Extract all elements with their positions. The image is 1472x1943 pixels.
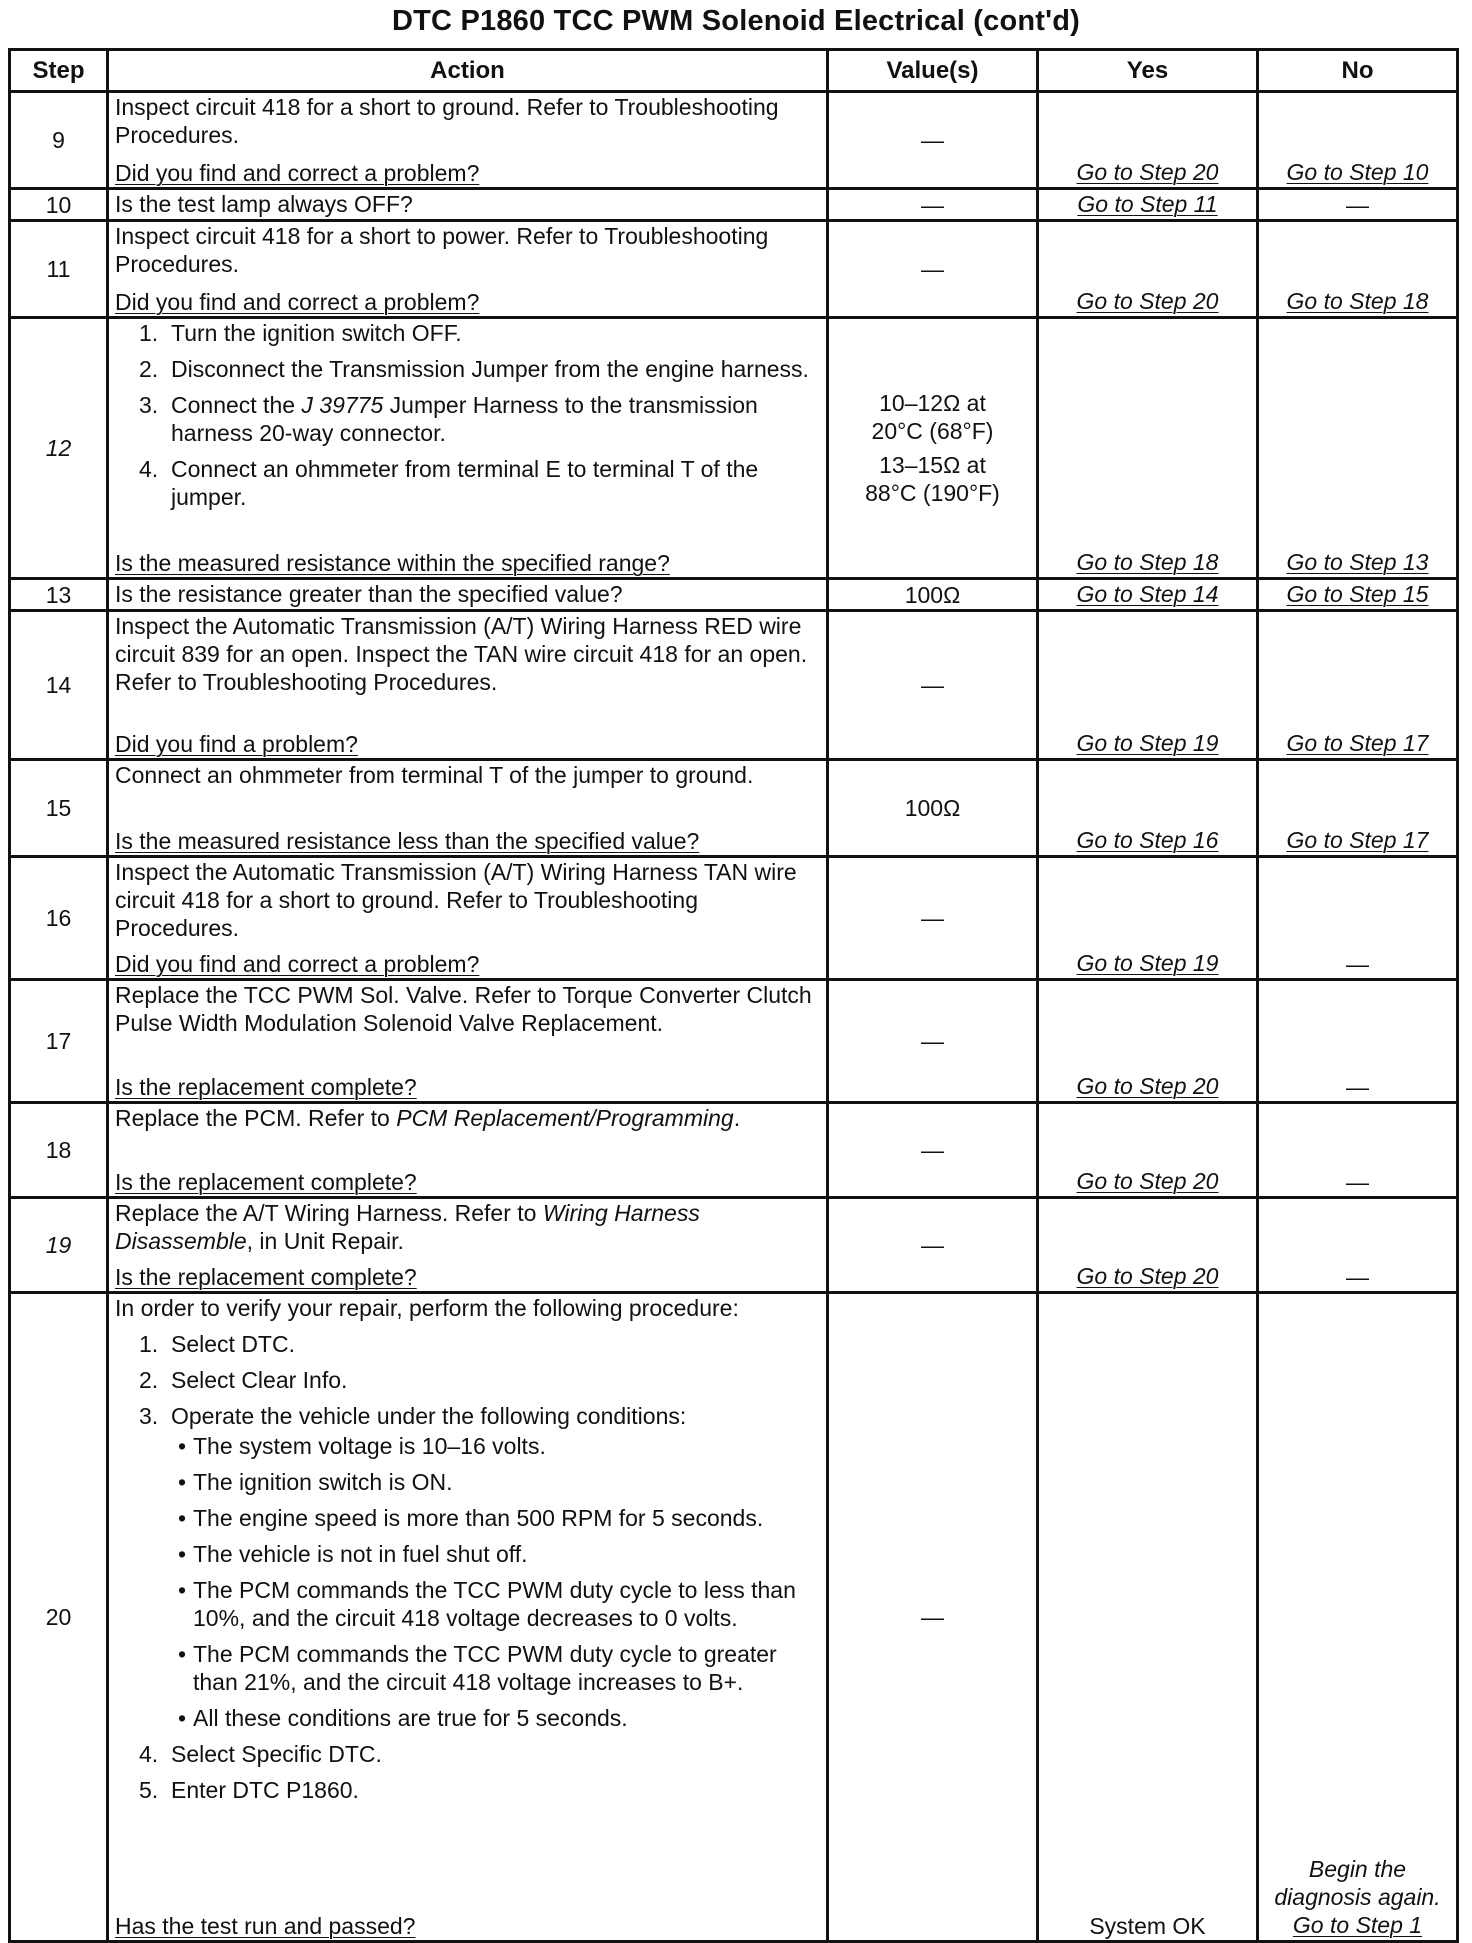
no-cell xyxy=(1258,318,1458,579)
action-question: Is the test lamp always OFF? xyxy=(115,191,413,217)
yes-link[interactable]: Go to Step 20 xyxy=(1076,1263,1219,1289)
bullet-list xyxy=(139,1432,820,1732)
step-row-18 xyxy=(10,1103,1458,1198)
bullet-item xyxy=(171,1640,820,1696)
list-number: 1. xyxy=(139,1331,159,1357)
list-number: 4. xyxy=(139,456,159,482)
value-cell: — xyxy=(828,1293,1038,1942)
action-cell xyxy=(108,221,828,318)
list-item xyxy=(139,355,820,383)
bullet-text: The engine speed is more than 500 RPM for 5 seconds. xyxy=(193,1505,764,1531)
step-number: 12 xyxy=(10,318,108,579)
bullet-dot-icon: • xyxy=(177,1541,187,1567)
yes-cell: System OK xyxy=(1038,1293,1258,1942)
yes-cell xyxy=(1038,221,1258,318)
bullet-text: The PCM commands the TCC PWM duty cycle to greater than 21%, and the circuit 418 voltage increases to B+. xyxy=(193,1641,777,1695)
step-row-11 xyxy=(10,221,1458,318)
value-cell: — xyxy=(828,1103,1038,1198)
action-question: Is the replacement complete? xyxy=(115,1264,417,1290)
bullet-text: All these conditions are true for 5 seconds. xyxy=(193,1705,628,1731)
step-number: 18 xyxy=(10,1103,108,1198)
list-text-pre: Connect the xyxy=(171,392,302,418)
list-text: Connect an ohmmeter from terminal E to terminal T of the jumper. xyxy=(171,456,759,510)
value-cell: — xyxy=(828,221,1038,318)
yes-link[interactable]: Go to Step 19 xyxy=(1076,730,1219,756)
list-text: Enter DTC P1860. xyxy=(171,1777,359,1803)
list-number: 2. xyxy=(139,1367,159,1393)
action-question: Is the measured resistance less than the specified value? xyxy=(115,828,700,854)
list-item xyxy=(139,1776,820,1804)
yes-cell xyxy=(1038,1103,1258,1198)
action-cell xyxy=(108,1103,828,1198)
action-question: Did you find and correct a problem? xyxy=(115,160,480,186)
action-text: Inspect the Automatic Transmission (A/T) Wiring Harness TAN wire circuit 418 for a short to ground. Refer to Troubleshooting Procedures. xyxy=(115,859,797,941)
yes-cell xyxy=(1038,92,1258,189)
no-link[interactable]: Go to Step 18 xyxy=(1286,288,1429,314)
yes-link[interactable]: Go to Step 20 xyxy=(1076,159,1219,185)
no-cell xyxy=(1258,579,1458,611)
list-text: Disconnect the Transmission Jumper from the engine harness. xyxy=(171,356,809,382)
yes-cell xyxy=(1038,760,1258,857)
action-text xyxy=(109,1199,826,1255)
action-cell xyxy=(108,92,828,189)
step-number: 17 xyxy=(10,980,108,1103)
no-link[interactable]: Go to Step 17 xyxy=(1286,827,1429,853)
action-cell xyxy=(108,579,828,611)
action-cell xyxy=(108,980,828,1103)
action-text: Replace the TCC PWM Sol. Valve. Refer to Torque Converter Clutch Pulse Width Modulation Solenoid Valve Replacement. xyxy=(115,982,812,1036)
action-cell xyxy=(108,857,828,980)
bullet-dot-icon: • xyxy=(177,1433,187,1459)
header-row xyxy=(10,50,1458,92)
value-cell: — xyxy=(828,1198,1038,1293)
step-number: 13 xyxy=(10,579,108,611)
value-line: 20°C (68°F) xyxy=(871,418,994,444)
numbered-list xyxy=(109,1330,826,1812)
action-question: Is the measured resistance within the specified range? xyxy=(115,550,670,576)
no-cell: — xyxy=(1258,1103,1458,1198)
list-text: Operate the vehicle under the following conditions: xyxy=(171,1403,687,1429)
action-question: Has the test run and passed? xyxy=(115,1913,416,1939)
no-link[interactable]: Go to Step 10 xyxy=(1286,159,1429,185)
value-cell: — xyxy=(828,857,1038,980)
yes-cell xyxy=(1038,980,1258,1103)
list-number: 1. xyxy=(139,320,159,346)
no-text-line: Begin the xyxy=(1308,1856,1407,1882)
value-line: 13–15Ω at xyxy=(879,452,986,478)
procedure-reference: PCM Replacement/Programming xyxy=(396,1105,734,1131)
step-row-12 xyxy=(10,318,1458,579)
no-cell xyxy=(1258,221,1458,318)
diagnostic-table xyxy=(8,48,1459,1943)
no-text-line: diagnosis again. xyxy=(1274,1884,1441,1910)
action-text-pre: Replace the PCM. Refer to xyxy=(115,1105,397,1131)
list-text: Select Clear Info. xyxy=(171,1367,348,1393)
action-text-post: . xyxy=(733,1105,741,1131)
procedure-reference: Wiring Harness Disassemble xyxy=(115,1200,700,1254)
value-cell: — xyxy=(828,189,1038,221)
no-cell: — xyxy=(1258,857,1458,980)
value-cell xyxy=(828,318,1038,579)
bullet-dot-icon: • xyxy=(177,1505,187,1531)
action-text-pre: Replace the A/T Wiring Harness. Refer to xyxy=(115,1200,543,1226)
yes-cell xyxy=(1038,857,1258,980)
step-number: 15 xyxy=(10,760,108,857)
step-row-9 xyxy=(10,92,1458,189)
yes-link[interactable]: Go to Step 11 xyxy=(1077,191,1218,217)
step-number: 16 xyxy=(10,857,108,980)
no-link[interactable]: Go to Step 1 xyxy=(1292,1912,1423,1938)
bullet-text: The PCM commands the TCC PWM duty cycle to less than 10%, and the circuit 418 voltage decreases to 0 volts. xyxy=(193,1577,796,1631)
no-cell xyxy=(1258,760,1458,857)
step-number: 20 xyxy=(10,1293,108,1942)
step-number: 9 xyxy=(10,92,108,189)
value-line: 88°C (190°F) xyxy=(865,480,1000,506)
list-text: Select DTC. xyxy=(171,1331,295,1357)
list-item xyxy=(139,1402,820,1430)
action-cell xyxy=(108,189,828,221)
bullet-text: The ignition switch is ON. xyxy=(193,1469,453,1495)
numbered-list xyxy=(109,319,826,519)
list-item xyxy=(139,1330,820,1358)
action-question: Is the replacement complete? xyxy=(115,1169,417,1195)
list-item xyxy=(139,1740,820,1768)
bullet-item xyxy=(171,1540,820,1568)
list-item xyxy=(139,319,820,347)
action-cell xyxy=(108,1293,828,1942)
no-link[interactable]: Go to Step 15 xyxy=(1286,581,1429,607)
action-question: Did you find and correct a problem? xyxy=(115,289,480,315)
no-cell: — xyxy=(1258,1198,1458,1293)
yes-link[interactable]: Go to Step 20 xyxy=(1076,1073,1219,1099)
step-row-10 xyxy=(10,189,1458,221)
step-number: 11 xyxy=(10,221,108,318)
value-cell: — xyxy=(828,980,1038,1103)
list-number: 5. xyxy=(139,1777,159,1803)
action-text: Inspect circuit 418 for a short to ground. Refer to Troubleshooting Procedures. xyxy=(115,94,779,148)
action-text: Connect an ohmmeter from terminal T of the jumper to ground. xyxy=(115,762,754,788)
value-cell: — xyxy=(828,92,1038,189)
yes-link[interactable]: Go to Step 20 xyxy=(1076,288,1219,314)
step-number: 14 xyxy=(10,611,108,760)
list-number: 4. xyxy=(139,1741,159,1767)
step-number: 19 xyxy=(10,1198,108,1293)
action-intro: In order to verify your repair, perform the following procedure: xyxy=(115,1295,739,1321)
action-cell xyxy=(108,1198,828,1293)
no-cell xyxy=(1258,611,1458,760)
value-cell: 100Ω xyxy=(828,760,1038,857)
action-text: Inspect circuit 418 for a short to power. Refer to Troubleshooting Procedures. xyxy=(115,223,769,277)
list-number: 3. xyxy=(139,1403,159,1429)
action-cell xyxy=(108,611,828,760)
yes-link[interactable]: Go to Step 19 xyxy=(1076,950,1219,976)
step-row-14 xyxy=(10,611,1458,760)
no-link[interactable]: Go to Step 17 xyxy=(1286,730,1429,756)
list-number: 3. xyxy=(139,392,159,418)
yes-link[interactable]: Go to Step 20 xyxy=(1076,1168,1219,1194)
list-text-post: Jumper Harness to the transmission harness 20-way connector. xyxy=(171,392,758,446)
no-cell: — xyxy=(1258,189,1458,221)
value-cell: 100Ω xyxy=(828,579,1038,611)
list-number: 2. xyxy=(139,356,159,382)
action-question: Did you find and correct a problem? xyxy=(115,951,480,977)
yes-cell xyxy=(1038,611,1258,760)
header-step: Step xyxy=(10,50,108,92)
list-item xyxy=(139,391,820,447)
bullet-item xyxy=(171,1704,820,1732)
list-text: Turn the ignition switch OFF. xyxy=(171,320,462,346)
step-number: 10 xyxy=(10,189,108,221)
header-no: No xyxy=(1258,50,1458,92)
action-cell xyxy=(108,760,828,857)
no-link[interactable]: Go to Step 13 xyxy=(1286,549,1429,575)
action-question: Is the replacement complete? xyxy=(115,1074,417,1100)
header-yes: Yes xyxy=(1038,50,1258,92)
list-text xyxy=(171,391,820,447)
bullet-item xyxy=(171,1432,820,1460)
step-row-19 xyxy=(10,1198,1458,1293)
step-row-15 xyxy=(10,760,1458,857)
header-action: Action xyxy=(108,50,828,92)
list-item xyxy=(139,1366,820,1394)
action-question: Did you find a problem? xyxy=(115,731,358,757)
no-cell xyxy=(1258,1293,1458,1942)
header-values: Value(s) xyxy=(828,50,1038,92)
yes-cell xyxy=(1038,579,1258,611)
yes-cell xyxy=(1038,1198,1258,1293)
yes-link[interactable]: Go to Step 14 xyxy=(1076,581,1219,607)
yes-link[interactable]: Go to Step 18 xyxy=(1076,549,1219,575)
action-text xyxy=(109,1104,826,1132)
no-cell xyxy=(1258,92,1458,189)
yes-link[interactable]: Go to Step 16 xyxy=(1076,827,1219,853)
value-cell: — xyxy=(828,611,1038,760)
bullet-item xyxy=(171,1576,820,1632)
bullet-item xyxy=(171,1468,820,1496)
bullet-dot-icon: • xyxy=(177,1641,187,1667)
bullet-text: The vehicle is not in fuel shut off. xyxy=(193,1541,528,1567)
step-row-20 xyxy=(10,1293,1458,1942)
no-cell: — xyxy=(1258,980,1458,1103)
action-cell xyxy=(108,318,828,579)
bullet-dot-icon: • xyxy=(177,1469,187,1495)
step-row-17 xyxy=(10,980,1458,1103)
bullet-dot-icon: • xyxy=(177,1705,187,1731)
action-text: Inspect the Automatic Transmission (A/T) Wiring Harness RED wire circuit 839 for an open. Inspect the TAN wire circuit 418 for an open. Refer to Troubleshooting Procedures. xyxy=(115,613,808,695)
tool-reference: J 39775 xyxy=(301,392,384,418)
bullet-item xyxy=(171,1504,820,1532)
action-question: Is the resistance greater than the specified value? xyxy=(115,581,623,607)
step-row-13 xyxy=(10,579,1458,611)
list-text: Select Specific DTC. xyxy=(171,1741,382,1767)
value-line: 10–12Ω at xyxy=(879,390,986,416)
yes-cell xyxy=(1038,318,1258,579)
yes-cell xyxy=(1038,189,1258,221)
list-item xyxy=(139,455,820,511)
action-text-post: , in Unit Repair. xyxy=(246,1228,404,1254)
page-title: DTC P1860 TCC PWM Solenoid Electrical (cont'd) xyxy=(391,5,1081,37)
bullet-dot-icon: • xyxy=(177,1577,187,1603)
step-row-16 xyxy=(10,857,1458,980)
bullet-text: The system voltage is 10–16 volts. xyxy=(193,1433,546,1459)
